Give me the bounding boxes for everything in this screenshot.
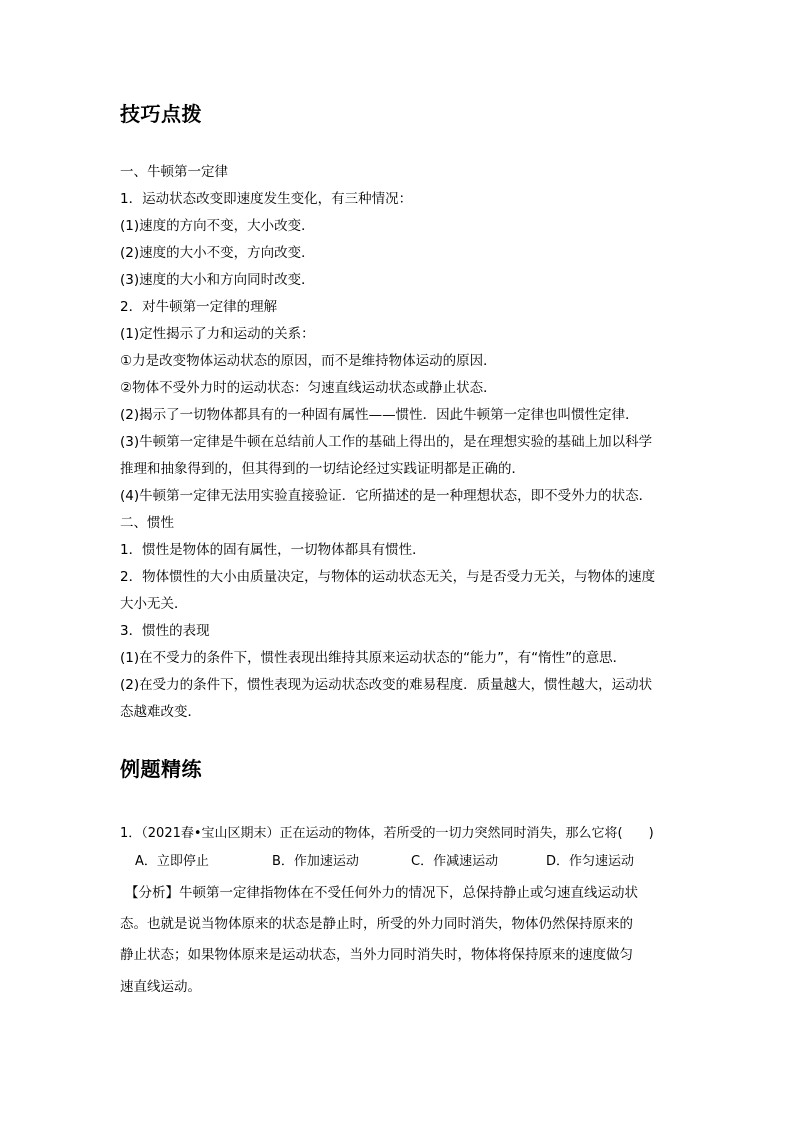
analysis-line: 静止状态；如果物体原来是运动状态，当外力同时消失时，物体将保持原来的速度做匀 [120, 947, 633, 963]
option-b: B．作加速运动 [272, 854, 359, 869]
text-line: 2．物体惯性的大小由质量决定，与物体的运动状态无关，与是否受力无关，与物体的速度 [120, 569, 656, 585]
text-line: (3)速度的大小和方向同时改变． [120, 272, 315, 288]
analysis-line: 【分析】牛顿第一定律指物体在不受任何外力的情况下，总保持静止或匀速直线运动状 [125, 885, 638, 901]
analysis-line: 态。也就是说当物体原来的状态是静止时，所受的外力同时消失，物体仍然保持原来的 [120, 916, 633, 932]
text-line: (2)在受力的条件下，惯性表现为运动状态改变的难易程度．质量越大，惯性越大，运动状 [120, 677, 653, 693]
text-line: 态越难改变． [120, 704, 201, 720]
text-line: (4)牛顿第一定律无法用实验直接验证．它所描述的是一种理想状态，即不受外力的状态． [120, 488, 653, 504]
section-title-tips: 技巧点拨 [120, 102, 202, 126]
text-line: (1)在不受力的条件下，惯性表现出维持其原来运动状态的“能力”，有“惰性”的意思． [120, 650, 627, 666]
text-line: 推理和抽象得到的，但其得到的一切结论经过实践证明都是正确的． [120, 461, 525, 477]
text-line: (1)定性揭示了力和运动的关系： [120, 326, 315, 342]
option-c: C．作减速运动 [411, 854, 499, 869]
text-line: 大小无关． [120, 596, 188, 612]
option-d: D．作匀速运动 [546, 854, 635, 869]
text-line: (2)速度的大小不变，方向改变． [120, 245, 315, 261]
text-line: (1)速度的方向不变，大小改变． [120, 218, 315, 234]
option-a: A．立即停止 [135, 854, 209, 869]
text-line: 1．惯性是物体的固有属性，一切物体都具有惯性． [120, 542, 426, 558]
text-line: 2．对牛顿第一定律的理解 [120, 299, 278, 315]
text-line: ①力是改变物体运动状态的原因，而不是维持物体运动的原因． [120, 353, 497, 369]
text-line: 一、牛顿第一定律 [120, 164, 228, 180]
analysis-line: 速直线运动。 [120, 979, 201, 995]
text-line: (3)牛顿第一定律是牛顿在总结前人工作的基础上得出的，是在理想实验的基础上加以科学 [120, 434, 653, 450]
question-stem: 1．（2021春•宝山区期末）正在运动的物体，若所受的一切力突然同时消失，那么它将( ) [120, 826, 654, 841]
text-line: (2)揭示了一切物体都具有的一种固有属性——惯性．因此牛顿第一定律也叫惯性定律． [120, 407, 639, 423]
section-title-examples: 例题精练 [120, 757, 202, 781]
text-line: 3．惯性的表现 [120, 623, 210, 639]
text-line: ②物体不受外力时的运动状态：匀速直线运动状态或静止状态． [120, 380, 497, 396]
text-line: 二、惯性 [120, 515, 174, 531]
text-line: 1．运动状态改变即速度发生变化，有三种情况： [120, 191, 413, 207]
